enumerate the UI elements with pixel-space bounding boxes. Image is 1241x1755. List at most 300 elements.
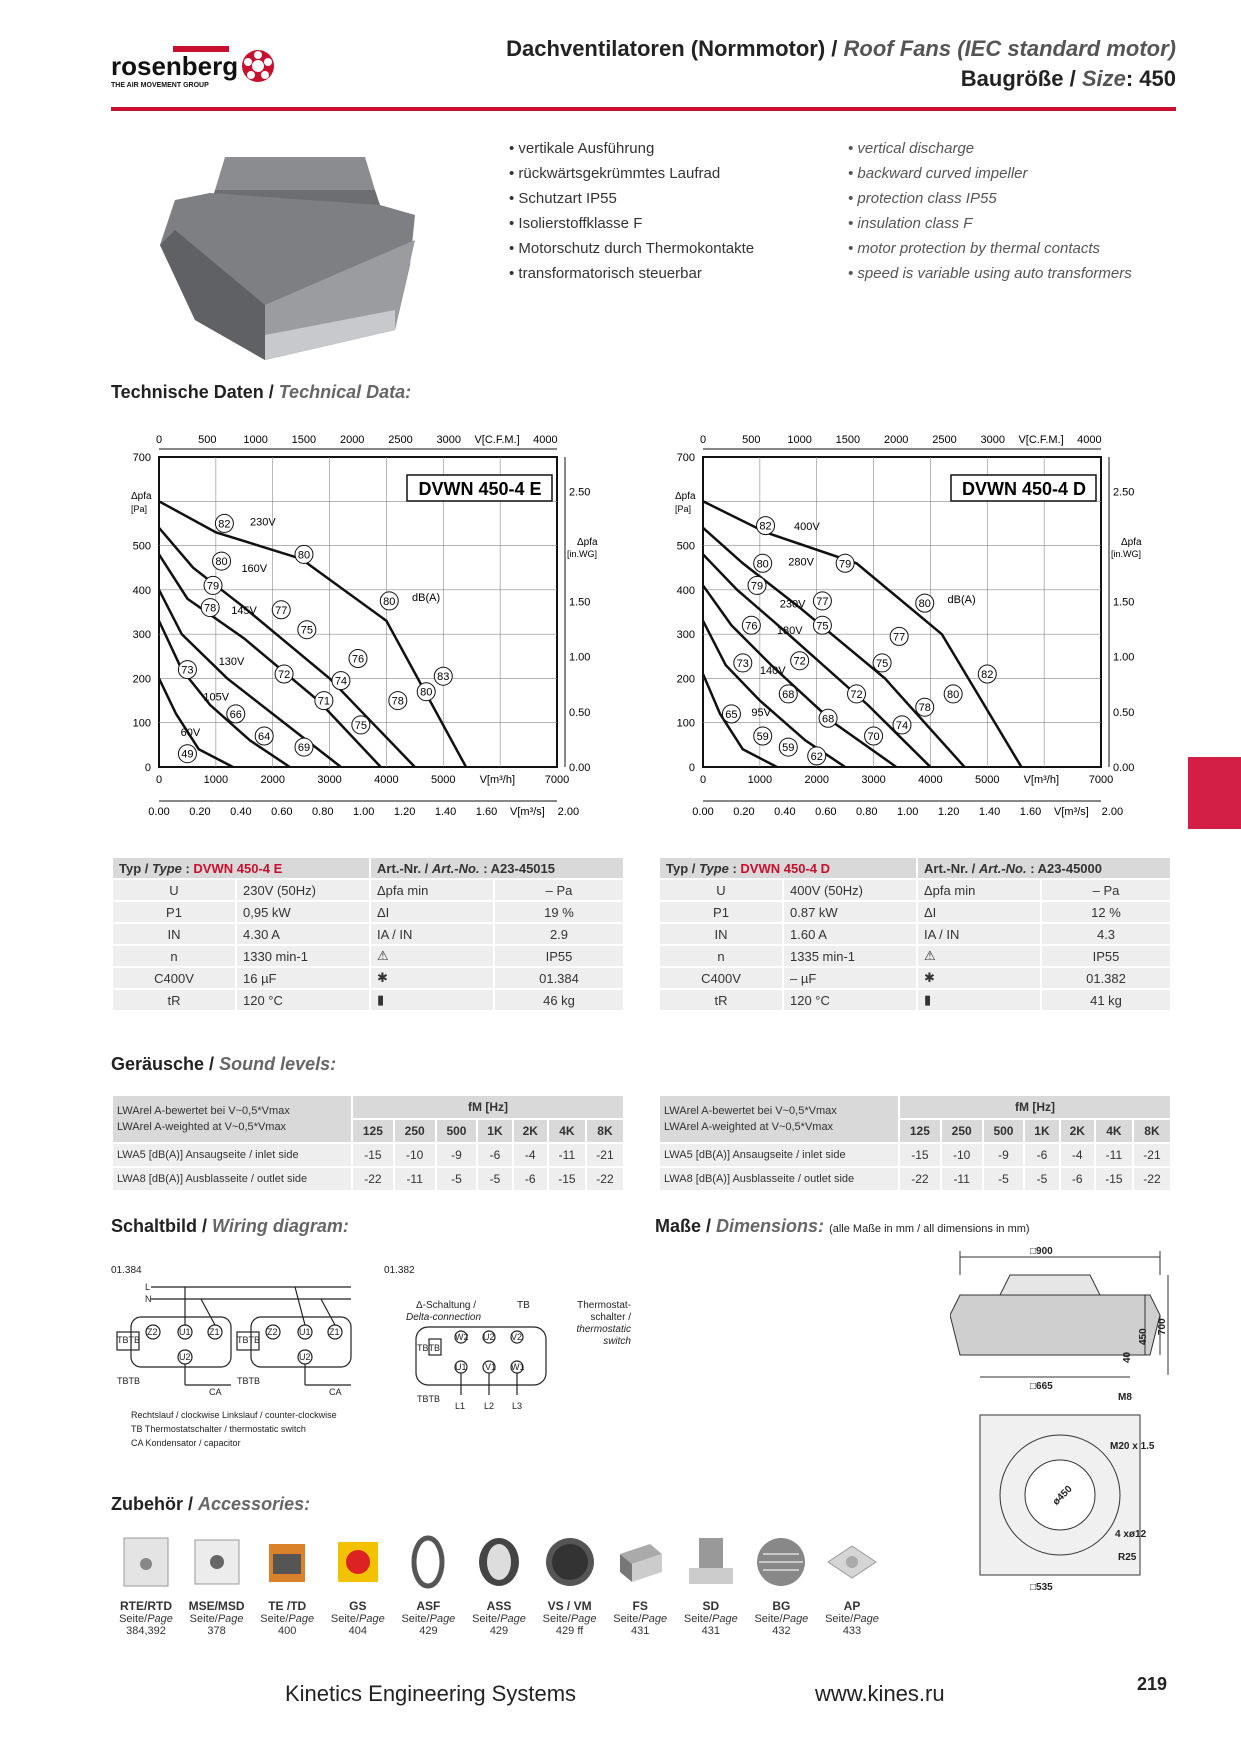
- band-header: 4K: [1095, 1119, 1133, 1143]
- table-cell: ⚠: [370, 945, 494, 967]
- art-cell: Art.-Nr. / Art.-No. : A23-45015: [370, 857, 624, 879]
- fm-header: fM [Hz]: [899, 1095, 1171, 1119]
- m3s-tick-label: 0.60: [815, 806, 837, 818]
- db-marker-label: 75: [300, 624, 313, 637]
- top-tick-label: 2000: [883, 434, 909, 446]
- top-tick-label: 2000: [339, 434, 365, 446]
- db-marker-label: 71: [317, 695, 331, 708]
- db-marker-label: 78: [204, 602, 217, 615]
- accessory-name: BG: [772, 1599, 791, 1613]
- db-marker-label: 62: [810, 750, 823, 763]
- accessory-page-label: Seite/Page: [754, 1613, 809, 1625]
- art-value: A23-45015: [490, 860, 555, 876]
- band-header: 4K: [548, 1119, 586, 1143]
- sound-value: -6: [477, 1143, 512, 1167]
- table-cell: ✱: [917, 967, 1041, 989]
- feature-item: • transformatorisch steuerbar: [509, 261, 754, 286]
- y-tick-label: 0: [144, 762, 151, 774]
- sound-value: -10: [941, 1143, 983, 1167]
- dim-450: 450: [1138, 1328, 1149, 1345]
- sound-value: -15: [352, 1143, 394, 1167]
- size-title: Baugröße / Size: 450: [960, 66, 1176, 91]
- table-cell: IN: [659, 923, 783, 945]
- accessory-page: 431: [631, 1625, 650, 1637]
- sound-header: LWArel A-bewertet bei V~0,5*Vmax LWArel A-weighted at V~0,5*Vmax: [659, 1095, 899, 1143]
- top-tick-label: 0: [699, 434, 707, 446]
- y-tick-label: 200: [132, 673, 151, 686]
- sound-header: LWArel A-bewertet bei V~0,5*Vmax LWArel A-weighted at V~0,5*Vmax: [112, 1095, 352, 1143]
- table-row: [112, 923, 624, 945]
- x-tick-label: 0: [699, 774, 707, 786]
- chart-title: DVWN 450-4 E: [418, 479, 542, 499]
- type-cell: Typ / Type : DVWN 450-4 E: [112, 857, 370, 879]
- sound-value: -4: [513, 1143, 548, 1167]
- x-tick-label: 5000: [975, 774, 1000, 786]
- chart-title: DVWN 450-4 D: [961, 479, 1087, 499]
- sound-value: -15: [899, 1143, 941, 1167]
- accessory-item[interactable]: [746, 1534, 816, 1637]
- accessory-page-label: Seite/Page: [542, 1613, 597, 1625]
- table-cell: 12 %: [1041, 901, 1171, 923]
- sound-value: -9: [436, 1143, 478, 1167]
- x-tick-label: 4000: [918, 774, 943, 786]
- accessory-name: ASS: [486, 1599, 512, 1613]
- y-tick-label: 100: [132, 717, 151, 730]
- accessory-name: MSE/MSD: [188, 1599, 245, 1613]
- feature-item: • rückwärtsgekrümmtes Laufrad: [509, 161, 754, 186]
- db-marker-label: 74: [334, 675, 348, 688]
- x-tick-label: 7000: [1088, 774, 1114, 786]
- accessory-item[interactable]: [393, 1534, 463, 1637]
- page-title: Dachventilatoren (Normmotor) / Roof Fans (IEC standard motor): [506, 36, 1176, 61]
- db-marker-label: 82: [981, 669, 994, 681]
- dim-m8: M8: [1118, 1392, 1132, 1403]
- db-marker-label: 79: [839, 558, 852, 571]
- sound-value: -10: [394, 1143, 436, 1167]
- db-marker-label: 72: [850, 688, 863, 701]
- type-value: DVWN 450-4 D: [740, 860, 830, 876]
- footer-company: Kinetics Engineering Systems: [285, 1681, 577, 1706]
- band-header: 1K: [1024, 1119, 1059, 1143]
- table-cell: n: [659, 945, 783, 967]
- accessory-item[interactable]: [605, 1534, 675, 1637]
- delta-label: Δ-Schaltung /: [416, 1300, 477, 1311]
- db-marker-label: 69: [297, 742, 311, 755]
- accessory-page: 429: [419, 1625, 438, 1637]
- top-tick-label: 1500: [835, 434, 861, 446]
- svg-text:U2: U2: [299, 1352, 311, 1362]
- m3s-tick-label: 0.40: [230, 806, 252, 818]
- accessory-name: VS / VM: [547, 1599, 592, 1613]
- m3s-tick-label: 0.00: [692, 806, 714, 818]
- accessory-image: [753, 1534, 809, 1590]
- band-header: 250: [394, 1119, 436, 1143]
- db-marker-label: 72: [277, 669, 291, 681]
- x-tick-label: 4000: [374, 774, 399, 786]
- band-header: 125: [899, 1119, 941, 1143]
- m3s-tick-label: 0.40: [774, 806, 796, 818]
- type-cell: Typ / Type : DVWN 450-4 D: [659, 857, 917, 879]
- table-cell: P1: [112, 901, 236, 923]
- accessory-image: [118, 1534, 174, 1590]
- svg-text:rosenberg: rosenberg: [111, 51, 239, 81]
- band-header: 1K: [477, 1119, 512, 1143]
- svg-text:TBTB: TBTB: [237, 1376, 261, 1386]
- svg-text:W2: W2: [455, 1332, 469, 1342]
- delta-label-en: Delta-connection: [406, 1312, 482, 1323]
- sound-table-d: [658, 1094, 1172, 1192]
- table-cell: 1330 min-1: [236, 945, 370, 967]
- y-tick-label: 700: [132, 452, 151, 464]
- db-marker-label: 79: [206, 580, 220, 593]
- db-marker-label: 72: [793, 655, 806, 668]
- db-marker-label: 76: [745, 620, 758, 633]
- db-marker-label: 73: [181, 664, 194, 677]
- m3s-tick-label: 2.00: [1101, 806, 1124, 818]
- accessory-name: TE /TD: [268, 1599, 307, 1613]
- feature-item: • protection class IP55: [848, 186, 1132, 211]
- db-marker-label: 83: [437, 671, 450, 684]
- accessory-image: [400, 1534, 456, 1590]
- svg-text:U2: U2: [179, 1352, 191, 1362]
- db-marker-label: 49: [181, 748, 194, 761]
- accessory-page-label: Seite/Page: [472, 1613, 526, 1625]
- dim-m20: M20 x 1.5: [1110, 1441, 1155, 1452]
- curve-label: dB(A): [412, 591, 441, 604]
- db-marker-label: 74: [895, 719, 909, 732]
- feature-item: • Motorschutz durch Thermokontakte: [509, 236, 754, 261]
- top-axis-label: V[C.F.M.]: [474, 434, 520, 446]
- y-axis-label: Δpfa: [675, 491, 696, 502]
- accessory-name: SD: [702, 1599, 720, 1613]
- band-header: 2K: [513, 1119, 548, 1143]
- table-cell: – µF: [783, 967, 917, 989]
- table-cell: 1.60 A: [783, 923, 917, 945]
- accessory-item[interactable]: [111, 1534, 181, 1637]
- table-cell: IA / IN: [917, 923, 1041, 945]
- sound-value: -11: [548, 1143, 586, 1167]
- table-cell: 120 °C: [236, 989, 370, 1011]
- curve-label: 60V: [180, 727, 201, 739]
- sound-value: -11: [1095, 1143, 1133, 1167]
- accessory-page: 432: [772, 1625, 791, 1637]
- x-tick-label: 5000: [431, 774, 456, 786]
- feature-item: • Schutzart IP55: [509, 186, 754, 211]
- y-tick-label: 700: [676, 452, 695, 464]
- sound-value: -6: [1024, 1143, 1059, 1167]
- x-axis-label: V[m³/h]: [479, 774, 516, 786]
- feature-item: • vertical discharge: [848, 136, 1132, 161]
- db-marker-label: 80: [297, 549, 311, 562]
- sound-value: -21: [1133, 1143, 1171, 1167]
- table-cell: 01.382: [1041, 967, 1171, 989]
- top-tick-label: 2500: [932, 434, 957, 446]
- feature-item: • motor protection by thermal contacts: [848, 236, 1132, 261]
- x-axis-label: V[m³/h]: [1023, 774, 1060, 786]
- svg-text:Z1: Z1: [329, 1327, 340, 1337]
- table-cell: IN: [112, 923, 236, 945]
- accessory-name: ASF: [416, 1599, 441, 1613]
- top-tick-label: 0: [155, 434, 163, 446]
- table-cell: ✱: [370, 967, 494, 989]
- db-marker-label: 77: [275, 604, 288, 617]
- y-tick-label: 200: [676, 673, 695, 686]
- db-marker-label: 80: [918, 598, 931, 611]
- performance-chart-e: [111, 420, 631, 830]
- svg-text:Z1: Z1: [209, 1327, 220, 1337]
- accessory-image: [683, 1534, 739, 1590]
- y-tick-label: 100: [676, 717, 695, 730]
- table-row: [659, 967, 1171, 989]
- top-tick-label: 3000: [980, 434, 1006, 446]
- art-cell: Art.-Nr. / Art.-No. : A23-45000: [917, 857, 1171, 879]
- accessory-item[interactable]: [535, 1534, 605, 1637]
- table-row: [659, 901, 1171, 923]
- wiring-legend-3: CA Kondensator / capacitor: [131, 1438, 241, 1448]
- table-cell: tR: [112, 989, 236, 1011]
- dimensions-heading: Maße / Dimensions: (alle Maße in mm / all dimensions in mm): [655, 1216, 1030, 1236]
- x-tick-label: 2000: [260, 774, 285, 786]
- page-number: 219: [1137, 1674, 1168, 1694]
- table-header-row: [659, 857, 1171, 879]
- table-cell: 2.9: [494, 923, 624, 945]
- y-tick-label: 500: [132, 540, 151, 553]
- features-de: [509, 136, 754, 286]
- table-cell: 4.30 A: [236, 923, 370, 945]
- sound-value: -6: [513, 1167, 548, 1191]
- table-row: [112, 967, 624, 989]
- accessory-item[interactable]: [464, 1534, 534, 1637]
- db-marker-label: 79: [750, 580, 764, 593]
- m3s-tick-label: 1.60: [475, 806, 498, 818]
- header-divider: [111, 107, 1176, 111]
- table-cell: 16 µF: [236, 967, 370, 989]
- db-marker-label: 78: [918, 702, 931, 715]
- db-marker-label: 75: [354, 719, 367, 732]
- wiring-legend-1: Rechtslauf / clockwise Linkslauf / counter-clockwise: [131, 1410, 337, 1420]
- svg-text:U2: U2: [483, 1332, 495, 1342]
- svg-text:CA: CA: [329, 1387, 342, 1397]
- thermo-label-en: thermostatic switch: [576, 1324, 631, 1347]
- curve-label: 400V: [793, 521, 820, 534]
- table-cell: 400V (50Hz): [783, 879, 917, 901]
- table-cell: – Pa: [1041, 879, 1171, 901]
- curve-label: 105V: [203, 691, 230, 704]
- sound-value: -11: [941, 1167, 983, 1191]
- svg-text:V1: V1: [485, 1362, 497, 1372]
- sound-value: -11: [394, 1167, 436, 1191]
- inwg-tick-label: 2.50: [569, 486, 591, 499]
- table-cell: ▮: [917, 989, 1041, 1011]
- db-marker-label: 80: [420, 686, 433, 699]
- svg-text:Z2: Z2: [267, 1327, 278, 1337]
- svg-text:U1: U1: [179, 1327, 191, 1337]
- accessory-item[interactable]: [252, 1534, 322, 1637]
- inwg-axis-label: Δpfa: [577, 537, 598, 548]
- svg-text:TBTB: TBTB: [417, 1394, 441, 1404]
- accessory-page-label: Seite/Page: [683, 1613, 738, 1625]
- sound-value: -22: [899, 1167, 941, 1191]
- y-tick-label: 0: [688, 762, 695, 774]
- table-cell: C400V: [112, 967, 236, 989]
- sound-value: -5: [1024, 1167, 1059, 1191]
- section-tab: [1188, 757, 1241, 829]
- svg-text:U1: U1: [455, 1362, 467, 1372]
- sound-row: [112, 1167, 624, 1191]
- feature-item: • insulation class F: [848, 211, 1132, 236]
- wiring-diagram: [111, 1265, 631, 1455]
- x-tick-label: 0: [155, 774, 163, 786]
- m3s-tick-label: 0.20: [189, 806, 211, 818]
- feature-item: • Isolierstoffklasse F: [509, 211, 754, 236]
- sound-row: [659, 1143, 1171, 1167]
- table-cell: 19 %: [494, 901, 624, 923]
- accessory-image: [189, 1534, 245, 1590]
- table-cell: IP55: [1041, 945, 1171, 967]
- y-unit-label: [Pa]: [675, 504, 692, 514]
- accessory-item[interactable]: [323, 1534, 393, 1637]
- m3s-tick-label: 1.40: [978, 806, 1001, 818]
- tech-table-e: [111, 856, 625, 1012]
- db-marker-label: 76: [351, 653, 365, 666]
- inwg-tick-label: 0.00: [1113, 762, 1135, 774]
- accessory-image: [330, 1534, 386, 1590]
- accessory-name: FS: [632, 1599, 648, 1613]
- top-tick-label: 1000: [243, 434, 268, 446]
- m3s-tick-label: 1.60: [1019, 806, 1042, 818]
- accessory-item[interactable]: [817, 1534, 887, 1637]
- sound-value: -22: [1133, 1167, 1171, 1191]
- y-axis-label: Δpfa: [131, 491, 152, 502]
- art-value: A23-45000: [1037, 860, 1102, 876]
- x-tick-label: 3000: [861, 774, 886, 786]
- sound-value: -15: [548, 1167, 586, 1191]
- svg-text:Z2: Z2: [147, 1327, 158, 1337]
- table-cell: ⚠: [917, 945, 1041, 967]
- accessory-name: AP: [843, 1599, 861, 1613]
- svg-text:CA: CA: [209, 1387, 222, 1397]
- table-cell: 0.87 kW: [783, 901, 917, 923]
- db-marker-label: 77: [816, 595, 829, 608]
- x-tick-label: 7000: [544, 774, 570, 786]
- y-unit-label: [Pa]: [131, 504, 148, 514]
- db-marker-label: 80: [215, 556, 228, 569]
- table-cell: IP55: [494, 945, 624, 967]
- accessory-name: GS: [349, 1599, 367, 1613]
- sound-value: -5: [436, 1167, 478, 1191]
- curve-label: 140V: [759, 665, 786, 677]
- table-cell: 230V (50Hz): [236, 879, 370, 901]
- table-cell: – Pa: [494, 879, 624, 901]
- sound-row-label: LWA5 [dB(A)] Ansaugseite / inlet side: [112, 1143, 352, 1167]
- wiring-heading: Schaltbild / Wiring diagram:: [111, 1216, 349, 1236]
- db-marker-label: 68: [821, 713, 835, 726]
- inwg-tick-label: 1.00: [569, 651, 591, 664]
- footer-url[interactable]: www.kines.ru: [815, 1681, 945, 1706]
- accessory-image: [259, 1534, 315, 1590]
- table-cell: U: [659, 879, 783, 901]
- top-tick-label: 500: [742, 434, 761, 446]
- inwg-unit-label: [in.WG]: [1111, 549, 1142, 559]
- m3s-axis-label: V[m³/s]: [510, 806, 545, 818]
- y-tick-label: 300: [132, 629, 151, 642]
- db-marker-label: 75: [875, 657, 889, 670]
- table-cell: ▮: [370, 989, 494, 1011]
- accessory-page: 378: [207, 1625, 226, 1637]
- accessory-page-label: Seite/Page: [189, 1613, 244, 1625]
- sound-value: -9: [983, 1143, 1025, 1167]
- curve-label: 230V: [249, 516, 276, 529]
- table-row: [112, 901, 624, 923]
- tech-table-d: [658, 856, 1172, 1012]
- accessory-page: 384,392: [126, 1625, 166, 1637]
- m3s-tick-label: 0.00: [148, 806, 170, 818]
- db-marker-label: 59: [782, 742, 795, 755]
- x-tick-label: 1000: [747, 774, 773, 786]
- inwg-tick-label: 0.50: [1113, 706, 1135, 719]
- curve-label: 145V: [231, 605, 257, 618]
- svg-text:TBTB: TBTB: [417, 1343, 441, 1353]
- db-marker-label: 78: [391, 695, 404, 708]
- curve-label: 130V: [218, 656, 245, 669]
- table-row: [659, 879, 1171, 901]
- table-cell: C400V: [659, 967, 783, 989]
- svg-text:V2: V2: [511, 1332, 523, 1342]
- sound-heading: Geräusche / Sound levels:: [111, 1054, 337, 1074]
- svg-text:THE AIR MOVEMENT GROUP: THE AIR MOVEMENT GROUP: [111, 82, 209, 89]
- m3s-tick-label: 1.20: [937, 806, 960, 818]
- svg-text:W1: W1: [511, 1362, 525, 1372]
- inwg-axis-label: Δpfa: [1121, 537, 1142, 548]
- sound-value: -5: [477, 1167, 512, 1191]
- x-tick-label: 2000: [804, 774, 829, 786]
- top-axis-label: V[C.F.M.]: [1018, 434, 1064, 446]
- curve-label: 280V: [788, 556, 814, 569]
- db-marker-label: 66: [229, 708, 242, 721]
- dimension-drawing: [950, 1245, 1170, 1595]
- accessory-page: 431: [701, 1625, 720, 1637]
- accessory-item[interactable]: [676, 1534, 746, 1637]
- band-header: 8K: [1133, 1119, 1171, 1143]
- db-marker-label: 73: [736, 657, 749, 670]
- db-marker-label: 64: [258, 731, 271, 743]
- m3s-tick-label: 1.00: [352, 806, 375, 818]
- table-row: [112, 989, 624, 1011]
- inwg-unit-label: [in.WG]: [567, 549, 598, 559]
- curve-label: 160V: [241, 563, 268, 576]
- table-row: [659, 923, 1171, 945]
- svg-text:L3: L3: [512, 1401, 523, 1411]
- table-cell: 01.384: [494, 967, 624, 989]
- sound-value: -22: [586, 1167, 624, 1191]
- accessory-item[interactable]: [182, 1534, 252, 1637]
- inwg-tick-label: 1.50: [1113, 596, 1135, 609]
- table-cell: Δpfa min: [917, 879, 1041, 901]
- wiring-code-1: 01.384: [111, 1265, 142, 1276]
- sound-value: -15: [1095, 1167, 1133, 1191]
- sound-row-label: LWA8 [dB(A)] Ausblasseite / outlet side: [659, 1167, 899, 1191]
- thermo-label: Thermostat-schalter /: [577, 1300, 631, 1323]
- top-tick-label: 4000: [533, 434, 558, 446]
- band-header: 2K: [1060, 1119, 1095, 1143]
- feature-item: • backward curved impeller: [848, 161, 1132, 186]
- top-tick-label: 1500: [291, 434, 317, 446]
- table-cell: 0,95 kW: [236, 901, 370, 923]
- sound-value: -4: [1060, 1143, 1095, 1167]
- table-row: [112, 945, 624, 967]
- dim-r25: R25: [1118, 1552, 1137, 1563]
- top-tick-label: 500: [198, 434, 217, 446]
